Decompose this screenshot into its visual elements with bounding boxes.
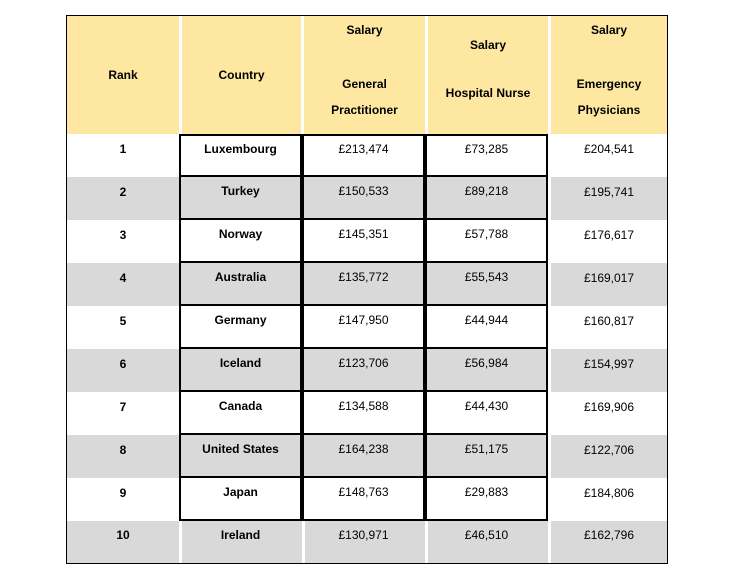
rank-cell	[67, 220, 179, 263]
gp-salary-cell-text: £135,772	[338, 269, 389, 284]
nurse-salary-cell	[425, 263, 548, 306]
country-cell-text: Luxembourg	[204, 141, 277, 156]
gp-salary-cell	[302, 306, 425, 349]
rank-cell-text: 9	[119, 485, 127, 500]
nurse-salary-cell-text: £73,285	[464, 141, 509, 156]
country-cell-text: Iceland	[219, 355, 262, 370]
gp-salary-cell-text: £145,351	[338, 226, 389, 241]
rank-cell	[67, 177, 179, 220]
ep-salary-cell	[551, 435, 667, 478]
nurse-salary-cell-text: £56,984	[464, 355, 509, 370]
gp-salary-cell-text: £147,950	[338, 312, 389, 327]
country-cell-text: Turkey	[221, 183, 260, 198]
ep-salary-cell-text: £169,017	[583, 270, 635, 285]
country-cell-text: Canada	[218, 398, 263, 413]
country-cell-text: Ireland	[220, 528, 261, 542]
nurse-salary-cell	[425, 177, 548, 220]
ep-salary-cell	[551, 349, 667, 392]
nurse-salary-cell-text: £89,218	[464, 183, 509, 198]
rank-cell-text: 1	[119, 141, 127, 156]
ep-salary-cell	[551, 220, 667, 263]
gp-salary-cell	[302, 220, 425, 263]
header-rank-label: Rank	[108, 68, 138, 82]
header-ep-line3: Physicians	[577, 103, 641, 117]
column-divider	[179, 521, 182, 563]
header-gp-line2: General	[342, 77, 387, 91]
country-cell	[179, 478, 302, 521]
country-cell	[179, 134, 302, 177]
gp-salary-cell-text: £213,474	[338, 141, 389, 156]
rank-cell	[67, 435, 179, 478]
country-cell	[179, 263, 302, 306]
ep-salary-cell	[551, 177, 667, 220]
salary-table	[66, 15, 668, 564]
gp-salary-cell	[302, 392, 425, 435]
country-cell	[179, 435, 302, 478]
gp-salary-cell-text: £164,238	[338, 441, 389, 456]
rank-cell-text: 6	[119, 356, 127, 371]
nurse-salary-cell-text: £29,883	[464, 484, 509, 499]
ep-salary-cell-text: £195,741	[583, 184, 635, 199]
header-gp-line1: Salary	[346, 23, 383, 37]
rank-cell-text: 4	[119, 270, 127, 285]
rank-cell-text: 3	[119, 227, 127, 242]
country-cell	[179, 177, 302, 220]
country-cell-text: Germany	[214, 312, 267, 327]
nurse-salary-cell	[425, 392, 548, 435]
rank-cell	[67, 306, 179, 349]
country-cell-text: United States	[202, 441, 279, 456]
ep-salary-cell	[551, 478, 667, 521]
gp-salary-cell-text: £148,763	[338, 484, 389, 499]
column-divider	[425, 521, 428, 563]
header-rank	[67, 16, 179, 134]
rank-cell-text: 7	[119, 399, 127, 414]
ep-salary-cell-text: £122,706	[583, 442, 635, 457]
rank-cell-text: 8	[119, 442, 127, 457]
header-country	[182, 16, 301, 134]
nurse-salary-cell-text: £44,430	[464, 398, 509, 413]
ep-salary-cell-text: £169,906	[583, 399, 635, 414]
country-cell	[179, 306, 302, 349]
ep-salary-cell-text: £160,817	[583, 313, 635, 328]
header-nurse-line2: Hospital Nurse	[445, 86, 531, 100]
country-cell-text: Japan	[223, 484, 258, 499]
gp-salary-cell-text: £123,706	[338, 355, 389, 370]
header-nurse-salary	[428, 16, 548, 134]
ep-salary-cell	[551, 263, 667, 306]
header-ep-line1: Salary	[590, 23, 628, 37]
nurse-salary-cell	[425, 435, 548, 478]
gp-salary-cell-text: £134,588	[338, 398, 389, 413]
nurse-salary-cell-text: £55,543	[464, 269, 509, 284]
nurse-salary-cell-text: £51,175	[464, 441, 509, 456]
nurse-salary-cell	[425, 306, 548, 349]
ep-salary-cell-text: £204,541	[583, 141, 635, 156]
gp-salary-cell-text: £130,971	[338, 528, 389, 542]
rank-cell-text: 2	[119, 184, 127, 199]
rank-cell	[67, 521, 179, 563]
header-nurse-line1: Salary	[469, 38, 507, 52]
header-gp-salary	[304, 16, 425, 134]
nurse-salary-cell	[425, 349, 548, 392]
gp-salary-cell	[302, 521, 425, 563]
country-cell-text: Norway	[218, 226, 263, 241]
nurse-salary-cell-text: £57,788	[464, 226, 509, 241]
rank-cell	[67, 392, 179, 435]
country-cell	[179, 392, 302, 435]
nurse-salary-cell	[425, 134, 548, 177]
nurse-salary-cell	[425, 220, 548, 263]
ep-salary-cell	[551, 306, 667, 349]
country-cell	[179, 521, 302, 563]
rank-cell	[67, 478, 179, 521]
gp-salary-cell	[302, 349, 425, 392]
rank-cell-text: 5	[119, 313, 127, 328]
gp-salary-cell	[302, 263, 425, 306]
rank-cell	[67, 349, 179, 392]
header-ep-salary	[551, 16, 667, 134]
column-divider	[548, 521, 551, 563]
ep-salary-cell	[551, 134, 667, 177]
nurse-salary-cell-text: £44,944	[464, 312, 509, 327]
gp-salary-cell	[302, 435, 425, 478]
header-country-label: Country	[218, 68, 265, 82]
country-cell-text: Australia	[214, 269, 267, 284]
gp-salary-cell	[302, 177, 425, 220]
gp-salary-cell	[302, 478, 425, 521]
nurse-salary-cell-text: £46,510	[464, 528, 509, 542]
header-ep-line2: Emergency	[576, 77, 642, 91]
country-cell	[179, 349, 302, 392]
rank-cell	[67, 263, 179, 306]
header-gp-line3: Practitioner	[331, 103, 398, 117]
ep-salary-cell-text: £184,806	[583, 485, 635, 500]
ep-salary-cell-text: £162,796	[583, 528, 635, 542]
rank-cell-text: 10	[116, 528, 130, 542]
nurse-salary-cell	[425, 478, 548, 521]
country-cell	[179, 220, 302, 263]
ep-salary-cell	[551, 521, 667, 563]
nurse-salary-cell	[425, 521, 548, 563]
ep-salary-cell-text: £176,617	[583, 227, 635, 242]
rank-cell	[67, 134, 179, 177]
gp-salary-cell	[302, 134, 425, 177]
column-divider	[302, 521, 305, 563]
ep-salary-cell	[551, 392, 667, 435]
ep-salary-cell-text: £154,997	[583, 356, 635, 371]
gp-salary-cell-text: £150,533	[338, 183, 389, 198]
